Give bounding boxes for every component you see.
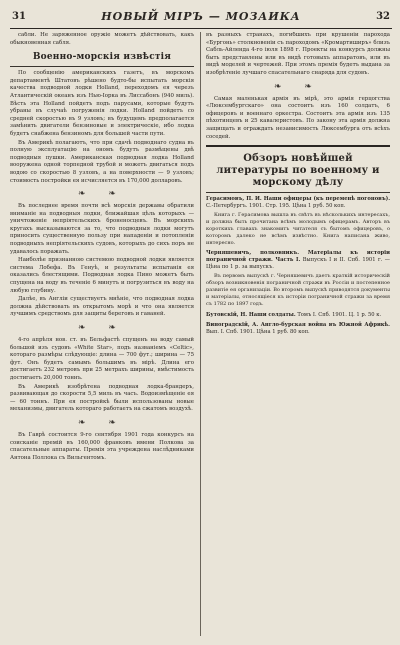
section-rule <box>206 145 390 147</box>
book-entry-publication: Томъ I. Спб. 1901. Ц. 1 р. 50 к. <box>297 311 382 318</box>
book-review-text: Книга г. Герасимова вышла въ свѣтъ въ нѣсколькихъ интересахъ, и должна быть прочитана всѣмъ молодымъ офицерамъ. Авторъ въ короткихъ главахъ знакомитъ читателя съ бытомъ офицеровъ, о которомъ далеко не всѣмъ извѣстно. Книга написана живо, интересно. <box>206 211 390 246</box>
column-divider <box>200 32 201 636</box>
title-rule <box>10 66 194 67</box>
paragraph: Наиболѣе признанною системою подводной лодки является система Лобефа. Въ Генуѣ, и результаты испытанія ея оказались блестящими. Подводная лодка Пино можетъ быть спущена на воду въ теченіе 6 минутъ и погрузиться въ воду на любую глубину. <box>10 257 194 294</box>
book-entry-publication: С.-Петербургъ. 1901. Стр. 195. Цѣна 1 руб. 50 коп. <box>206 202 346 209</box>
page-header <box>10 8 392 29</box>
book-entry <box>206 196 390 210</box>
paragraph: Самая маленькая армія въ мірѣ, это армія герцогства «Люксембургскаго» она состоитъ изъ 160 солдатъ, 6 офицеровъ и военнаго оркестра. Состоитъ эта армія изъ 135 пѣхотинцевъ и 25 кавалеристовъ. По закону эта армія должна защищать и ограждать независимость Люксембурга отъ всѣхъ соседей. <box>206 95 390 140</box>
section-title-literature-review: Обзоръ новѣйшей литературы по военному и морскому дѣлу <box>216 152 380 188</box>
book-entry-heading: Виноградскій, А. Англо-бурская война въ Южной Африкѣ. <box>206 321 390 328</box>
book-entry <box>206 322 390 336</box>
book-review-text: Въ первомъ выпускѣ г. Черняшевичъ даетъ краткій историческій обзоръ возникновенія пограничной стражи въ Россіи и постепенное развитіе ея организаціи. Во второмъ выпускѣ приводятся документы и матеріалы, относящіеся къ исторіи пограничной стражи за время съ 1782 по 1897 годъ. <box>206 273 390 308</box>
book-entry-heading: Герасимовъ, П. И. Наши офицеры (къ переменѣ погоновъ). <box>206 195 390 202</box>
ornament-divider: ❧ ❧ <box>78 323 126 333</box>
paragraph: Въ Гаврѣ состоится 9-го сентября 1901 года конкурсъ на соисканіе премій въ 160,000 франковъ имени Полкова за спасательные аппараты. Премія эта учреждена наслѣдниками Антона Поллока съ Вильгентомъ. <box>10 431 194 461</box>
book-entry <box>206 250 390 271</box>
ornament-divider: ❧ ❧ <box>78 189 126 200</box>
title-rule <box>206 192 390 193</box>
intro-paragraph: сабли. Не заряженное оружіе можетъ дѣйствовать, какъ обыкновенная сабля. <box>10 32 194 46</box>
paragraph: Далѣе, въ Англіи существуетъ мнѣніе, что подводная лодка должна дѣйствовать въ открытомъ морѣ и что она является лучшимъ средствомъ для защиты береговъ и гаваней. <box>10 296 194 318</box>
book-entry-publication: Выпускъ I и II. Спб. 1901 г. — Цѣна по 1 р. за выпускъ. <box>206 257 390 271</box>
paragraph: въ разныхъ странахъ, погибшихъ при крушеніи парохода «Бургонь» столкновеніи съ пароходомъ «Кромартиширъ» близъ Сабль-Айленда 4-го іюля 1898 г. Проекты на конкурсъ должны быть представлены или въ видѣ готовыхъ аппаратовъ, или въ видѣ моделей и чертежей. При этомъ премія будетъ выдана за изобрѣтеніе лучшаго спасательнаго снаряда для судовъ. <box>206 32 390 76</box>
paragraph: Въ последнее время почти всѣ морскія державы обратили вниманіе на подводныя лодки, ближайшая цѣль которыхъ — уничтоженіе непріятельскихъ броненосцевъ. Въ морскихъ кругахъ высказываются за то, что подводныя лодки могутъ приносить существенную пользу при нападеніи и потопленіи подводныхъ непріятельскихъ судовъ, которыхъ до сихъ поръ не удавалось поражать. <box>10 203 194 255</box>
paragraph: Въ Америкѣ полагаютъ, что при сдачѣ подводнаго судна въ полную эксплуатацію на ономъ будутъ размѣщены двѣ подводныя пушки. Американская подводная лодка Holland вооружена одной торпедной трубой и можетъ двигаться подъ водою со скоростью 8 узловъ, а на поверхности — 9 узловъ; стоимость постройки ея исчисляется въ 170,000 долларовъ. <box>10 139 194 184</box>
section-title-naval-news: Военно-морскія извѣстія <box>32 52 172 63</box>
running-title: НОВЫЙ МІРЪ — МОЗАИКА <box>101 10 301 23</box>
book-entry-publication: Вып. I. Спб. 1901. Цѣна 1 руб. 80 коп. <box>206 328 310 335</box>
book-entry <box>206 312 390 319</box>
paragraph: Въ Америкѣ изобрѣтена подводная лодка-брандеръ, развивающая до скорости 5,5 миль въ часъ. Водоизмѣщеніе ея — 60 тоннъ. При ея постройкѣ были использованы новые механизмы, двигатель котораго работаетъ на сжатомъ воздухѣ. <box>10 383 194 413</box>
page-number-left: 31 <box>12 11 26 22</box>
ornament-divider: ❧ ❧ <box>274 81 322 92</box>
magazine-page <box>10 8 392 640</box>
book-entry-heading: Бутовскій, Н. Наши солдаты. <box>206 311 296 318</box>
right-column <box>206 32 390 638</box>
book-entry-heading: Черняшевичъ, полковникъ. Матеріалы къ исторіи пограничной стражи. Часть I. <box>206 250 390 264</box>
paragraph: 4-го апрѣля нов. ст. въ Бельфастѣ спущенъ на воду самый большой изъ судовъ «White Star», подъ названіемъ «Celtic», котораго размѣры слѣдующіе: длина — 700 фут.; ширина — 75 фут. Онъ будетъ самымъ большимъ въ мірѣ. Длина его достигаетъ 232 метровъ при 25 метрахъ ширины, вмѣстимость достигаетъ 20,000 тоннъ. <box>10 337 194 381</box>
ornament-divider: ❧ ❧ <box>78 417 126 428</box>
paragraph: По сообщенію американскихъ газетъ, въ морскомъ департаментѣ Штатовъ рѣшено будто-бы испытать морскія качества подводной лодки Holland, переходомъ ея черезъ Атлантическій океанъ изъ Нью-Іорка въ Лиссабонъ (940 миль). Вѣсть эта Holland пойдетъ подъ парусами, которые будутъ убраны въ случаѣ погруженія лодки. Holland пойдетъ со средней скоростью въ 9 узловъ; въ будущемъ предполагается замѣнить двигатели бензиновые и электрическіе, ибо лодка будетъ снабжена бензиномъ для большей части пути. <box>10 70 194 137</box>
left-column <box>10 32 194 638</box>
page-number-right: 32 <box>376 11 390 22</box>
